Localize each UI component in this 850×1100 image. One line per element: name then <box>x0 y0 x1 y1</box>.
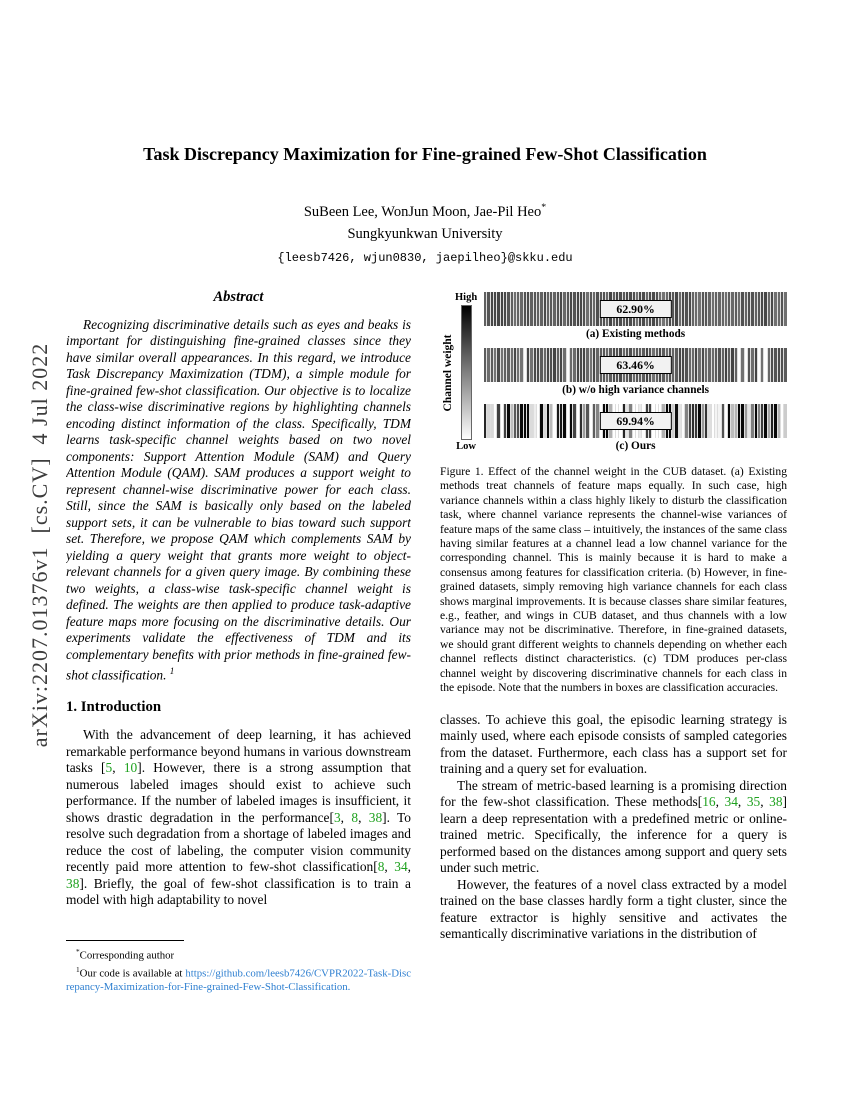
channel-bar <box>692 292 694 326</box>
channel-strip <box>484 348 787 382</box>
introduction-heading: 1. Introduction <box>66 698 162 715</box>
figure-strip-a <box>484 292 787 341</box>
channel-bar <box>567 292 569 326</box>
channel-bar <box>745 404 747 438</box>
gradient-bar <box>461 305 472 440</box>
channel-bar <box>768 348 770 382</box>
channel-bar <box>501 348 503 382</box>
channel-bar <box>778 348 780 382</box>
channel-bar <box>497 292 499 326</box>
channel-bar <box>682 292 684 326</box>
channel-bar <box>596 404 598 438</box>
text-segment: , <box>340 809 352 825</box>
channel-bar <box>514 404 516 438</box>
channel-bar <box>748 292 750 326</box>
citation-link[interactable]: 34 <box>724 794 738 809</box>
channel-bar <box>761 348 763 382</box>
channel-bar <box>547 348 549 382</box>
channel-bar <box>702 348 704 382</box>
citation-link[interactable]: 34 <box>394 859 408 875</box>
channel-bar <box>577 292 579 326</box>
channel-bar <box>708 348 710 382</box>
superscript-marker: * <box>541 202 547 213</box>
channel-bar <box>758 292 760 326</box>
channel-weight-label: Channel weight <box>441 334 454 411</box>
channel-bar <box>771 404 773 438</box>
text-segment: , <box>384 859 395 875</box>
channel-bar <box>784 404 786 438</box>
channel-bar <box>577 404 579 438</box>
channel-bar <box>520 348 522 382</box>
footnote-rule <box>66 940 184 941</box>
text-segment: , <box>737 794 747 809</box>
channel-bar <box>570 348 572 382</box>
text-segment: ]. However, there is a strong assumption that numerous labeled images should exist to achieve such performance. If the number of labeled images is insufficient, it shows drastic degradation in the performance[ <box>66 760 411 825</box>
channel-bar <box>722 348 724 382</box>
channel-bar <box>534 404 536 438</box>
channel-bar <box>698 404 700 438</box>
channel-bar <box>494 348 496 382</box>
channel-bar <box>530 348 532 382</box>
channel-bar <box>738 348 740 382</box>
channel-strip <box>484 404 787 438</box>
channel-bar <box>728 404 730 438</box>
channel-bar <box>497 404 499 438</box>
channel-bar <box>593 348 595 382</box>
channel-bar <box>491 292 493 326</box>
channel-bar <box>501 404 503 438</box>
channel-bar <box>692 404 694 438</box>
channel-bar <box>563 292 565 326</box>
channel-bar <box>550 404 552 438</box>
channel-bar <box>527 348 529 382</box>
channel-bar <box>741 404 743 438</box>
channel-bar <box>560 292 562 326</box>
channel-bar <box>735 404 737 438</box>
channel-bar <box>722 404 724 438</box>
paragraph <box>440 778 787 877</box>
channel-bar <box>751 404 753 438</box>
channel-bar <box>728 292 730 326</box>
channel-bar <box>685 348 687 382</box>
channel-bar <box>738 292 740 326</box>
channel-bar <box>761 292 763 326</box>
channel-bar <box>781 404 783 438</box>
channel-bar <box>731 348 733 382</box>
channel-bar <box>675 348 677 382</box>
channel-bar <box>695 348 697 382</box>
channel-bar <box>511 404 513 438</box>
strip-label: (a) Existing methods <box>586 328 686 340</box>
channel-bar <box>497 348 499 382</box>
accuracy-box: 69.94% <box>599 412 671 430</box>
channel-bar <box>573 292 575 326</box>
channel-bar <box>540 348 542 382</box>
citation-link[interactable]: 3 <box>333 809 341 825</box>
text-segment: With the advancement of deep learning, it has achieved remarkable performance beyond humans in various downstream tasks [ <box>66 727 411 776</box>
footnote-corresponding-author <box>66 945 411 963</box>
strip-label: (c) Ours <box>615 440 656 452</box>
channel-bar <box>784 292 786 326</box>
channel-bar <box>577 348 579 382</box>
text-segment: , <box>715 794 725 809</box>
citation-link[interactable]: 8 <box>351 809 359 825</box>
figure-strip-b <box>484 348 787 397</box>
channel-strip <box>484 292 787 326</box>
channel-bar <box>731 292 733 326</box>
channel-bar <box>520 404 522 438</box>
text-segment: ] learn a deep representation with a predefined metric or online-trained metric. Specifically, the inference for a query is performed based on the distances among support and query sets under such metric. <box>440 794 787 875</box>
superscript-marker: 1 <box>169 666 175 676</box>
channel-bar <box>748 404 750 438</box>
channel-bar <box>511 348 513 382</box>
channel-bar <box>741 348 743 382</box>
footnote-code-availability <box>66 963 411 994</box>
channel-bar <box>547 292 549 326</box>
channel-bar <box>745 292 747 326</box>
channel-bar <box>596 348 598 382</box>
channel-bar <box>524 292 526 326</box>
citation-link[interactable]: 8 <box>377 859 385 875</box>
authors-line <box>0 202 850 221</box>
channel-bar <box>484 292 486 326</box>
channel-bar <box>557 348 559 382</box>
channel-bar <box>557 404 559 438</box>
channel-bar <box>705 348 707 382</box>
accuracy-box: 63.46% <box>599 356 671 374</box>
channel-bar <box>517 404 519 438</box>
text-segment: The stream of metric-based learning is a promising direction for the few-shot classification. These methods[ <box>440 777 787 809</box>
channel-bar <box>534 292 536 326</box>
channel-bar <box>520 292 522 326</box>
channel-bar <box>771 348 773 382</box>
figure-colorbar <box>455 292 477 453</box>
channel-bar <box>679 292 681 326</box>
channel-bar <box>695 292 697 326</box>
channel-bar <box>712 292 714 326</box>
channel-bar <box>507 404 509 438</box>
channel-bar <box>491 404 493 438</box>
channel-bar <box>504 348 506 382</box>
abstract-heading: Abstract <box>213 289 264 305</box>
channel-bar <box>735 292 737 326</box>
channel-bar <box>764 292 766 326</box>
channel-bar <box>758 404 760 438</box>
channel-bar <box>748 348 750 382</box>
channel-bar <box>494 292 496 326</box>
channel-bar <box>567 348 569 382</box>
channel-bar <box>580 292 582 326</box>
abstract-text <box>66 317 411 684</box>
channel-bar <box>537 292 539 326</box>
channel-bar <box>527 404 529 438</box>
text-segment: Our code is available at <box>79 967 186 980</box>
accuracy-box: 62.90% <box>599 300 671 318</box>
channel-bar <box>715 348 717 382</box>
channel-bar <box>715 292 717 326</box>
channel-bar <box>550 292 552 326</box>
channel-bar <box>708 404 710 438</box>
channel-bar <box>544 348 546 382</box>
channel-bar <box>593 292 595 326</box>
channel-bar <box>524 404 526 438</box>
channel-bar <box>771 292 773 326</box>
channel-bar <box>570 292 572 326</box>
channel-bar <box>507 348 509 382</box>
channel-bar <box>570 404 572 438</box>
channel-bar <box>778 404 780 438</box>
channel-bar <box>774 404 776 438</box>
channel-bar <box>586 292 588 326</box>
channel-bar <box>725 348 727 382</box>
channel-bar <box>560 404 562 438</box>
channel-bar <box>685 404 687 438</box>
channel-bar <box>698 348 700 382</box>
superscript-marker: * <box>76 947 80 956</box>
channel-bar <box>580 404 582 438</box>
channel-bar <box>774 348 776 382</box>
channel-bar <box>590 404 592 438</box>
arxiv-stamp: arXiv:2207.01376v1 [cs.CV] 4 Jul 2022 <box>27 342 52 748</box>
channel-bar <box>544 292 546 326</box>
introduction-paragraph <box>66 727 411 909</box>
scale-high-label: High <box>455 292 478 303</box>
channel-bar <box>715 404 717 438</box>
channel-bar <box>484 348 486 382</box>
channel-bar <box>583 404 585 438</box>
paragraph <box>440 712 787 778</box>
channel-bar <box>567 404 569 438</box>
channel-bar <box>682 404 684 438</box>
channel-bar <box>514 292 516 326</box>
text-segment: , <box>358 809 369 825</box>
channel-bar <box>702 404 704 438</box>
channel-bar <box>517 348 519 382</box>
channel-bar <box>553 348 555 382</box>
channel-bar <box>590 348 592 382</box>
citation-link[interactable]: 16 <box>702 794 716 809</box>
channel-bar <box>534 348 536 382</box>
channel-bar <box>675 404 677 438</box>
paper-header <box>0 144 850 265</box>
channel-bar <box>563 404 565 438</box>
figure1 <box>440 292 787 453</box>
email-line: {leesb7426, wjun0830, jaepilheo}@skku.edu <box>277 250 573 265</box>
channel-bar <box>504 292 506 326</box>
channel-bar <box>758 348 760 382</box>
channel-bar <box>751 292 753 326</box>
channel-bar <box>484 404 486 438</box>
channel-bar <box>540 404 542 438</box>
channel-bar <box>511 292 513 326</box>
channel-bar <box>689 404 691 438</box>
channel-bar <box>504 404 506 438</box>
channel-bar <box>781 348 783 382</box>
channel-bar <box>712 404 714 438</box>
channel-bar <box>725 292 727 326</box>
channel-bar <box>550 348 552 382</box>
text-segment: , <box>760 794 770 809</box>
channel-bar <box>755 348 757 382</box>
channel-bar <box>672 404 674 438</box>
figure-strip-c <box>484 404 787 453</box>
url-link[interactable]: https://github.com/leesb7426/CVPR2022-Task-Discrepancy-Maximization-for-Fine-grained-Few-Shot-Classification. <box>66 967 411 993</box>
channel-bar <box>557 292 559 326</box>
channel-bar <box>689 292 691 326</box>
text-segment: ]. Briefly, the goal of few-shot classification is to train a model with high adaptability to novel <box>66 875 411 908</box>
channel-bar <box>537 348 539 382</box>
channel-bar <box>718 404 720 438</box>
channel-bar <box>517 292 519 326</box>
right-column <box>440 289 787 943</box>
channel-bar <box>685 292 687 326</box>
channel-bar <box>573 348 575 382</box>
channel-bar <box>544 404 546 438</box>
text-segment: ]. To resolve such degradation from a shortage of labeled images and reduce the cost of labeling, the computer vision community recently paid more attention to few-shot classification[ <box>66 809 411 875</box>
channel-bar <box>682 348 684 382</box>
footnotes <box>66 940 411 994</box>
left-column <box>66 289 411 937</box>
channel-bar <box>755 404 757 438</box>
channel-bar <box>764 404 766 438</box>
channel-bar <box>675 292 677 326</box>
channel-bar <box>725 404 727 438</box>
channel-bar <box>590 292 592 326</box>
superscript-marker: 1 <box>76 964 80 974</box>
channel-bar <box>718 292 720 326</box>
citation-link[interactable]: 10 <box>123 760 138 776</box>
text-segment: SuBeen Lee, WonJun Moon, Jae-Pil Heo <box>303 203 542 220</box>
channel-bar <box>596 292 598 326</box>
paragraph <box>440 877 787 943</box>
channel-bar <box>679 348 681 382</box>
channel-bar <box>524 348 526 382</box>
citation-link[interactable]: 35 <box>746 794 761 809</box>
channel-bar <box>705 404 707 438</box>
channel-bar <box>784 348 786 382</box>
channel-bar <box>698 292 700 326</box>
right-body-text <box>440 712 787 943</box>
text-segment: Corresponding author <box>79 949 175 962</box>
channel-bar <box>527 292 529 326</box>
channel-bar <box>768 292 770 326</box>
figure-y-axis-label <box>440 292 455 453</box>
channel-bar <box>751 348 753 382</box>
channel-bar <box>593 404 595 438</box>
channel-bar <box>487 404 489 438</box>
channel-bar <box>712 348 714 382</box>
channel-bar <box>507 292 509 326</box>
channel-bar <box>718 348 720 382</box>
figure-strips <box>484 292 787 453</box>
channel-bar <box>530 404 532 438</box>
channel-bar <box>731 404 733 438</box>
text-segment: , <box>407 859 411 875</box>
scale-low-label: Low <box>456 441 477 452</box>
channel-bar <box>583 292 585 326</box>
channel-bar <box>741 292 743 326</box>
channel-bar <box>705 292 707 326</box>
text-segment: Recognizing discriminative details such as eyes and beaks is important for distinguishing fine-grained classes since they have similar overall appearances. In this regard, we introduce Task Discrepancy Maximization (TDM), a simple module for fine-grained few-shot classification. Our objective is to localize the class-wise discriminative regions by highlighting channels encoding distinct information of the class. Specifically, TDM learns task-specific channel weights based on two novel components: Support Attention Module (SAM) and Query Attention Module (QAM). SAM produces a support weight to represent channel-wise discriminative power for each class. Still, since the SAM is basically only based on the labeled support sets, it can be vulnerable to bias toward such support set. Therefore, we propose QAM which complements SAM by yielding a query weight that grants more weight to object-relevant channels for a given query image. By combining these two weights, a class-wise task-specific channel weight is defined. The weights are then applied to produce task-adaptive feature maps more focusing on the discriminative details. Our experiments validate the effectiveness of TDM and its complementary benefits with prior methods in fine-grained few-shot classification. <box>66 316 411 683</box>
channel-bar <box>560 348 562 382</box>
citation-link[interactable]: 38 <box>769 794 783 809</box>
channel-bar <box>672 348 674 382</box>
channel-bar <box>745 348 747 382</box>
channel-bar <box>672 292 674 326</box>
channel-bar <box>774 292 776 326</box>
channel-bar <box>573 404 575 438</box>
channel-bar <box>583 348 585 382</box>
channel-bar <box>514 348 516 382</box>
citation-link[interactable]: 5 <box>105 760 113 776</box>
text-segment: classes. To achieve this goal, the episodic learning strategy is mainly used, where each episode consists of sampled categories from the dataset. Furthermore, each class has a support set for training and a query set for evaluation. <box>440 711 787 776</box>
citation-link[interactable]: 38 <box>66 875 80 891</box>
channel-bar <box>768 404 770 438</box>
channel-bar <box>501 292 503 326</box>
text-segment: However, the features of a novel class extracted by a model trained on the base classes hardly form a tight cluster, since the feature extractor is highly sensitive and activates the semantically discriminative variations in the distribution of <box>440 876 787 941</box>
text-segment: , <box>112 760 124 776</box>
channel-bar <box>586 404 588 438</box>
channel-bar <box>491 348 493 382</box>
channel-bar <box>553 292 555 326</box>
channel-bar <box>563 348 565 382</box>
affiliation: Sungkyunkwan University <box>347 225 503 242</box>
channel-bar <box>530 292 532 326</box>
channel-bar <box>689 348 691 382</box>
channel-bar <box>487 292 489 326</box>
channel-bar <box>728 348 730 382</box>
channel-bar <box>679 404 681 438</box>
strip-label: (b) w/o high variance channels <box>562 384 710 396</box>
channel-bar <box>540 292 542 326</box>
channel-bar <box>537 404 539 438</box>
channel-bar <box>692 348 694 382</box>
channel-bar <box>781 292 783 326</box>
channel-bar <box>580 348 582 382</box>
channel-bar <box>755 292 757 326</box>
figure1-caption: Figure 1. Effect of the channel weight in the CUB dataset. (a) Existing methods treat channels of feature maps equally. In such case, high variance channels within a class highly likely to disturb the classification task, where channel variance represents the channel-wise variances of feature maps of the same class – intuitively, the instances of the same class having similar features at a channel lead a low channel variance for the corresponding channel. This is mainly because it is hard to make a consensus among features for classification criteria. (b) However, in fine-grained datasets, simply removing high variance channels for each class shows marginal improvements. It is because classes share similar features, e.g., feather, and wings in CUB dataset, and thus channels with a low variance may not be discriminative. Therefore, in fine-grained datasets, we should grant different weights to channels depending on whether each channel reflects distinct characteristics. (c) TDM produces per-class channel weight by discovering discriminative channels for each class in the episode. Note that the numbers in boxes are classification accuracies. <box>440 465 787 695</box>
channel-bar <box>487 348 489 382</box>
citation-link[interactable]: 38 <box>368 809 383 825</box>
channel-bar <box>735 348 737 382</box>
channel-bar <box>695 404 697 438</box>
channel-bar <box>553 404 555 438</box>
channel-bar <box>708 292 710 326</box>
paper-title: Task Discrepancy Maximization for Fine-grained Few-Shot Classification <box>143 144 707 164</box>
channel-bar <box>778 292 780 326</box>
channel-bar <box>547 404 549 438</box>
channel-bar <box>494 404 496 438</box>
channel-bar <box>738 404 740 438</box>
channel-bar <box>586 348 588 382</box>
channel-bar <box>764 348 766 382</box>
channel-bar <box>761 404 763 438</box>
channel-bar <box>702 292 704 326</box>
channel-bar <box>722 292 724 326</box>
